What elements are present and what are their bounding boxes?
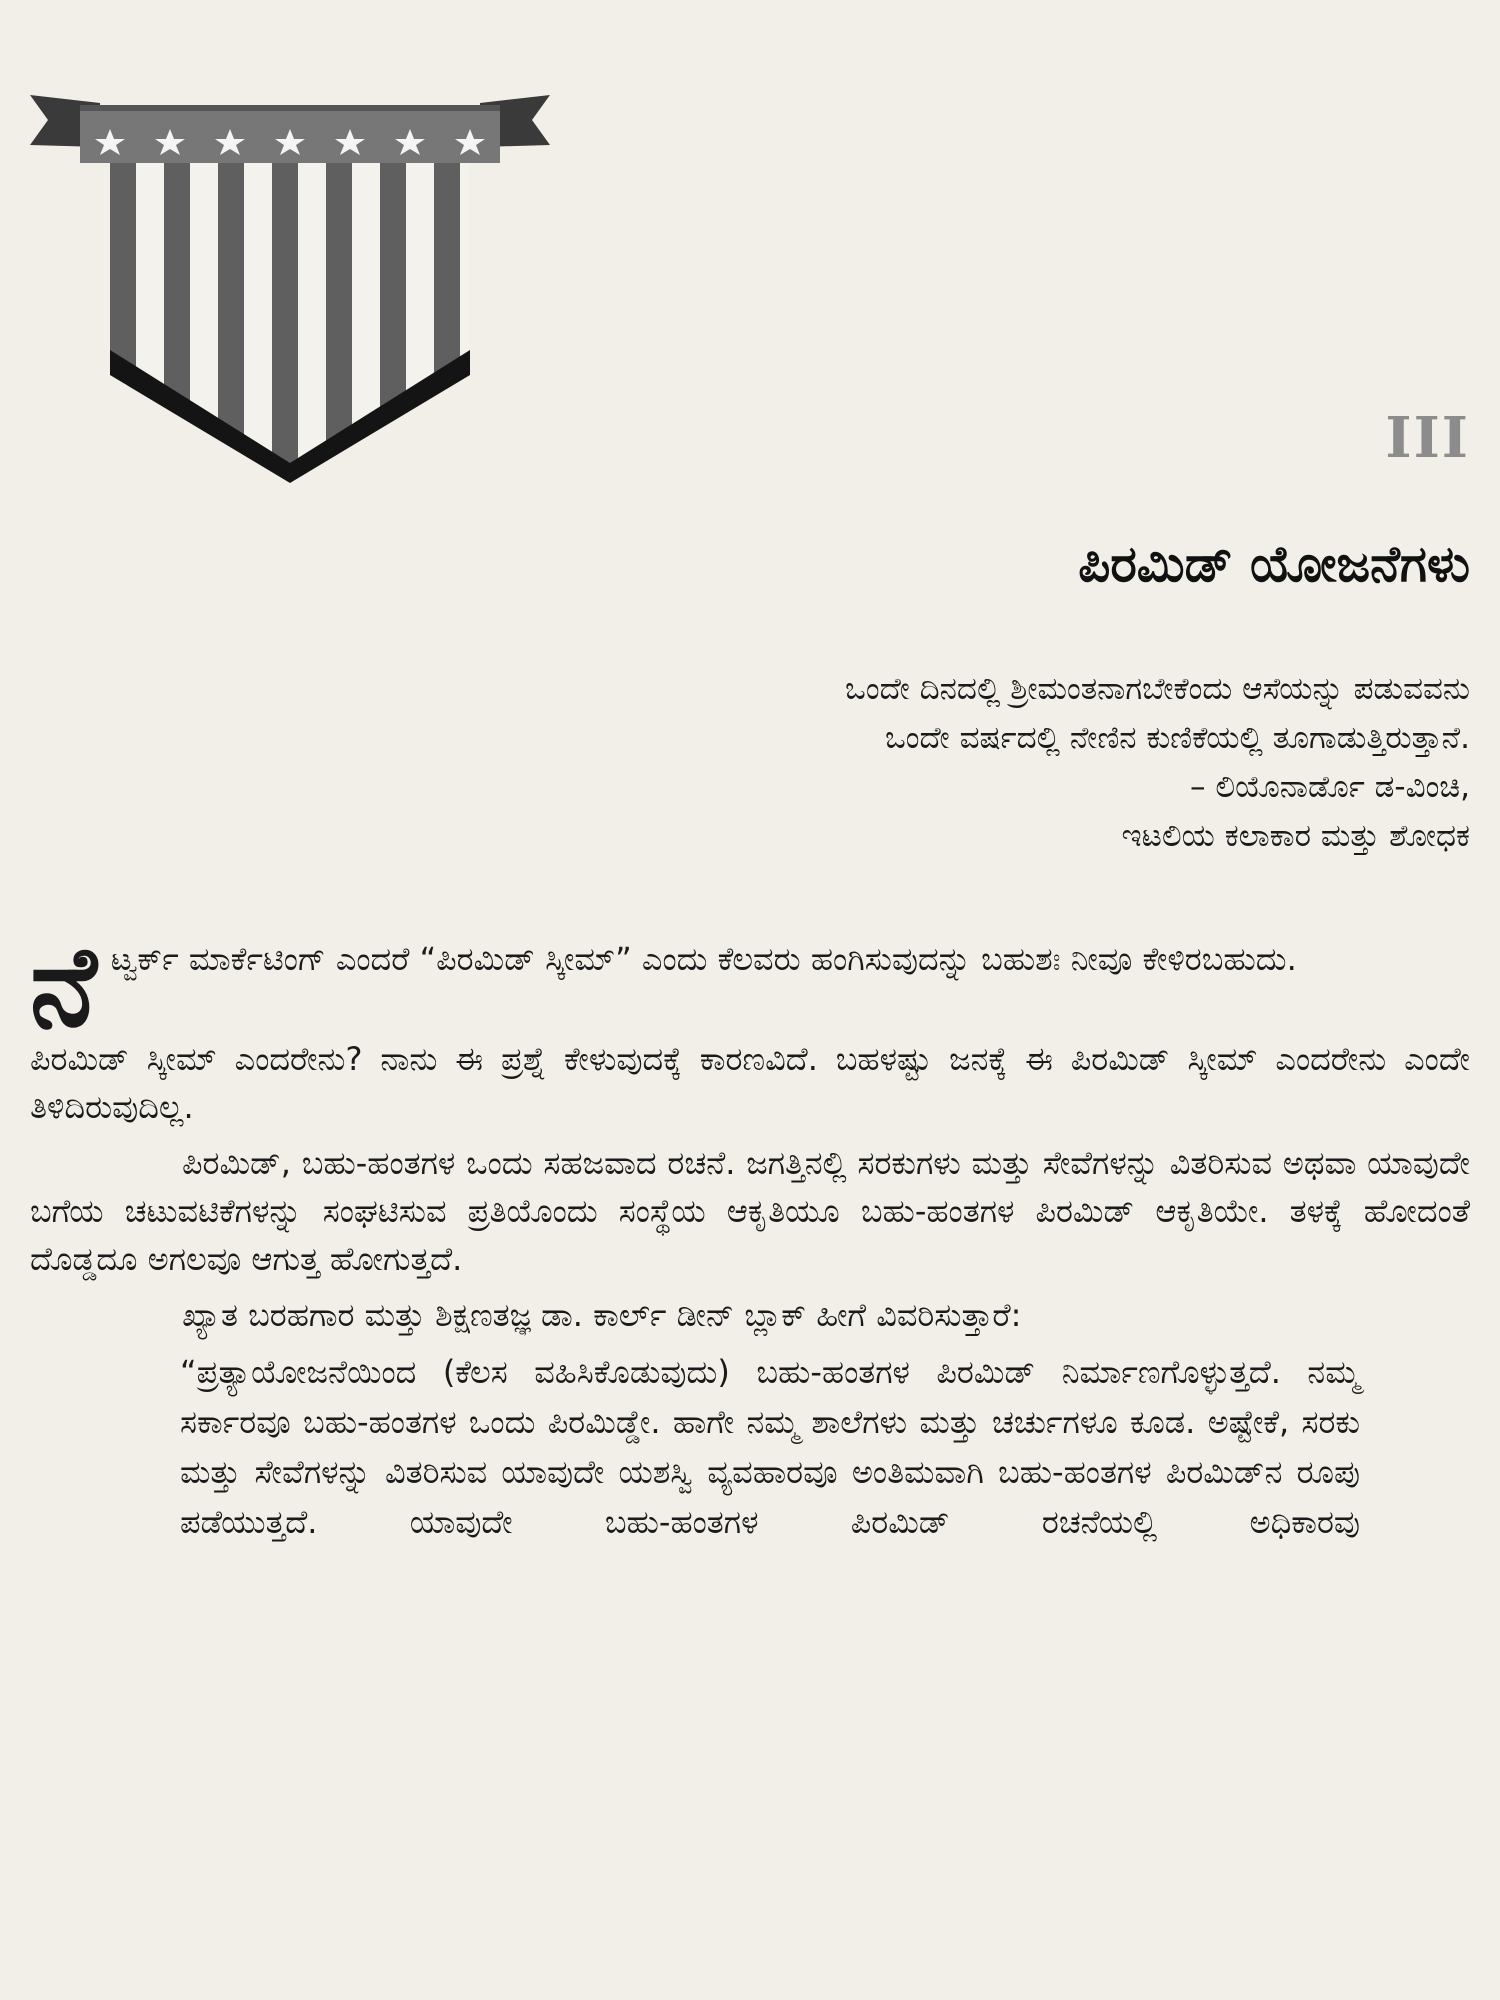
paragraph-3: ಪಿರಮಿಡ್, ಬಹು-ಹಂತಗಳ ಒಂದು ಸಹಜವಾದ ರಚನೆ. ಜಗತ್ತಿನಲ್ಲಿ ಸರಕುಗಳು ಮತ್ತು ಸೇವೆಗಳನ್ನು ವಿತರಿಸುವ ಅಥವಾ ಯಾವುದೇ ಬಗೆಯ ಚಟುವಟಿಕೆಗಳನ್ನು ಸಂಘಟಿಸುವ ಪ್ರತಿಯೊಂದು ಸಂಸ್ಥೆಯ ಆಕೃತಿಯೂ ಬಹು-ಹಂತಗಳ ಪಿರಮಿಡ್ ಆಕೃತಿಯೇ. ತಳಕ್ಕೆ ಹೋದಂತೆ ದೊಡ್ಡದೂ ಅಗಲವೂ ಆಗುತ್ತ ಹೋಗುತ್ತದೆ. <box>30 1144 1470 1278</box>
epigraph <box>170 665 1470 861</box>
epigraph-author-description: ಇಟಲಿಯ ಕಲಾಕಾರ ಮತ್ತು ಶೋಧಕ <box>1121 818 1470 854</box>
epigraph-line-1: ಒಂದೇ ದಿನದಲ್ಲಿ ಶ್ರೀಮಂತನಾಗಬೇಕೆಂದು ಆಸೆಯನ್ನು ಪಡುವವನು <box>845 671 1470 707</box>
paragraph-1: ಟ್ವರ್ಕ್ ಮಾರ್ಕೆಟಿಂಗ್ ಎಂದರೆ “ಪಿರಮಿಡ್ ಸ್ಕೀಮ್” ಎಂದು ಕೆಲವರು ಹಂಗಿಸುವುದನ್ನು ಬಹುಶಃ ನೀವೂ ಕೇಳಿರಬಹುದು. <box>110 940 1297 978</box>
drop-cap: ನೆ <box>30 922 97 1052</box>
chapter-title: ಪಿರಮಿಡ್ ಯೋಜನೆಗಳು <box>1078 535 1470 593</box>
epigraph-author: – ಲಿಯೊನಾರ್ಡೊ ಡ-ವಿಂಚಿ, <box>1190 769 1470 805</box>
block-quote: “ಪ್ರತ್ಯಾಯೋಜನೆಯಿಂದ (ಕೆಲಸ ವಹಿಸಿಕೊಡುವುದು) ಬಹು-ಹಂತಗಳ ಪಿರಮಿಡ್ ನಿರ್ಮಾಣಗೊಳ್ಳುತ್ತದೆ. ನಮ್ಮ ಸರ್ಕಾರವೂ ಬಹು-ಹಂತಗಳ ಒಂದು ಪಿರಮಿಡ್ಡೇ. ಹಾಗೇ ನಮ್ಮ ಶಾಲೆಗಳು ಮತ್ತು ಚರ್ಚುಗಳೂ ಕೂಡ. ಅಷ್ಟೇಕೆ, ಸರಕು ಮತ್ತು ಸೇವೆಗಳನ್ನು ವಿತರಿಸುವ ಯಾವುದೇ ಯಶಸ್ವಿ ವ್ಯವಹಾರವೂ ಅಂತಿಮವಾಗಿ ಬಹು-ಹಂತಗಳ ಪಿರಮಿಡ್‌ನ ರೂಪು ಪಡೆಯುತ್ತದೆ. ಯಾವುದೇ ಬಹು-ಹಂತಗಳ ಪಿರಮಿಡ್ ರಚನೆಯಲ್ಲಿ ಅಧಿಕಾರವು <box>180 1353 1360 1541</box>
striped-shield-ornament <box>30 85 550 485</box>
epigraph-line-2: ಒಂದೇ ವರ್ಷದಲ್ಲಿ ನೇಣಿನ ಕುಣಿಕೆಯಲ್ಲಿ ತೂಗಾಡುತ್ತಿರುತ್ತಾನೆ. <box>884 720 1470 756</box>
chapter-number: III <box>1385 405 1470 471</box>
body-text <box>30 922 1470 1547</box>
paragraph-4: ಖ್ಯಾತ ಬರಹಗಾರ ಮತ್ತು ಶಿಕ್ಷಣತಜ್ಞ ಡಾ. ಕಾರ್ಲ್ ಡೀನ್ ಬ್ಲಾಕ್ ಹೀಗೆ ವಿವರಿಸುತ್ತಾರೆ: <box>182 1296 1022 1334</box>
paragraph-2: ಪಿರಮಿಡ್ ಸ್ಕೀಮ್ ಎಂದರೇನು? ನಾನು ಈ ಪ್ರಶ್ನೆ ಕೇಳುವುದಕ್ಕೆ ಕಾರಣವಿದೆ. ಬಹಳಷ್ಟು ಜನಕ್ಕೆ ಈ ಪಿರಮಿಡ್ ಸ್ಕೀಮ್ ಎಂದರೇನು ಎಂದೇ ತಿಳಿದಿರುವುದಿಲ್ಲ. <box>30 1040 1470 1126</box>
